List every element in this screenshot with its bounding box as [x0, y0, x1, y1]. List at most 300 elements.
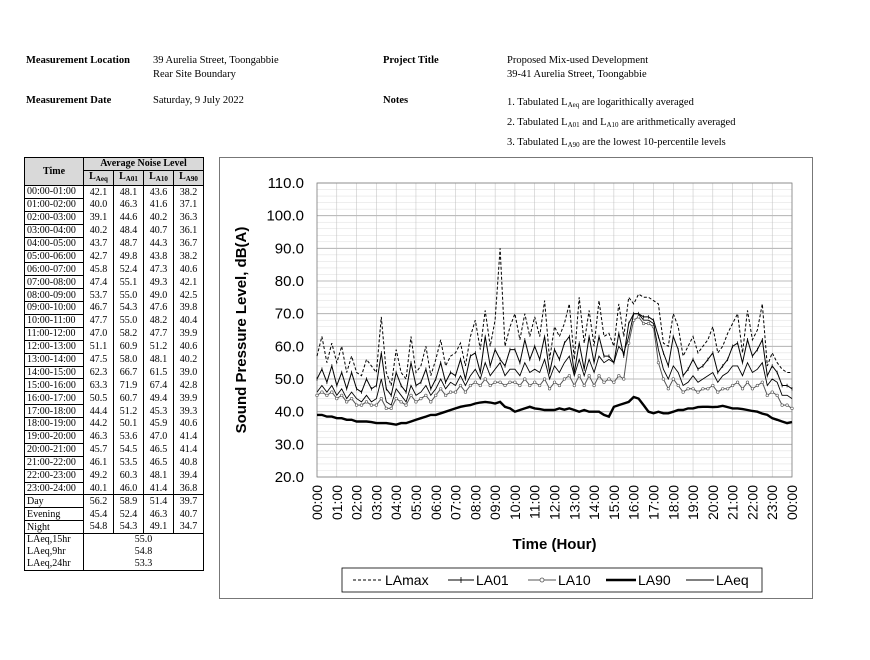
table-cell: 42.5: [174, 289, 204, 302]
hour-time: 04:00-05:00: [25, 237, 84, 250]
table-cell: 42.1: [84, 186, 114, 199]
note-2-post: are arithmetically averaged: [618, 117, 736, 128]
table-cell: 51.2: [144, 340, 174, 353]
x-tick-label: 00:00: [309, 485, 325, 521]
series-point-la10: [771, 391, 774, 394]
table-cell: 54.3: [114, 521, 144, 534]
date-label: Measurement Date: [26, 95, 112, 106]
y-tick-label: 60.0: [274, 338, 304, 356]
table-cell: 46.5: [144, 443, 174, 456]
col-header-aeq: [84, 170, 114, 185]
total-value: 53.3: [84, 558, 204, 570]
total-label: LAeq,15hr: [25, 534, 84, 546]
chart-panel: [219, 157, 813, 599]
series-point-la10: [405, 404, 408, 407]
table-cell: 40.6: [174, 418, 204, 431]
table-cell: 43.6: [144, 186, 174, 199]
table-cell: 50.5: [84, 392, 114, 405]
table-cell: 45.8: [84, 263, 114, 276]
series-point-la10: [439, 388, 442, 391]
x-tick-label: 20:00: [704, 485, 721, 521]
series-point-la10: [687, 388, 690, 391]
table-cell: 45.3: [144, 405, 174, 418]
hour-time: 08:00-09:00: [25, 289, 84, 302]
legend-label-laeq: LAeq: [716, 572, 749, 588]
hour-time: 21:00-22:00: [25, 456, 84, 469]
table-cell: 42.8: [174, 379, 204, 392]
table-cell: 38.2: [174, 250, 204, 263]
series-point-la10: [702, 388, 705, 391]
legend-label-la01: LA01: [476, 572, 509, 588]
table-cell: 40.8: [174, 456, 204, 469]
legend-label-lamax: LAmax: [385, 572, 429, 588]
period-time: Evening: [25, 508, 84, 521]
table-row: [25, 315, 204, 328]
table-cell: 39.9: [174, 327, 204, 340]
series-point-la10: [627, 342, 630, 345]
series-point-la10: [365, 401, 368, 404]
table-cell: 41.4: [144, 482, 174, 495]
location-line2: Rear Site Boundary: [153, 69, 236, 80]
series-point-la10: [479, 384, 482, 387]
x-tick-label: 04:00: [388, 485, 405, 521]
series-point-la10: [726, 388, 729, 391]
x-tick-label: 18:00: [665, 485, 682, 521]
note-3-post: are the lowest 10-percentile levels: [579, 137, 726, 148]
table-cell: 39.1: [84, 211, 114, 224]
col-header-main: L: [179, 170, 186, 182]
table-cell: 46.3: [144, 508, 174, 521]
legend-marker: [540, 578, 544, 582]
x-tick-label: 15:00: [605, 485, 622, 521]
note-1-post: are logarithically averaged: [579, 97, 694, 108]
table-row: [25, 443, 204, 456]
table-cell: 38.2: [174, 186, 204, 199]
note-2-pre: 2. Tabulated L: [507, 117, 568, 128]
table-cell: 54.3: [114, 302, 144, 315]
series-point-la10: [444, 394, 447, 397]
series-point-la10: [331, 391, 334, 394]
table-cell: 46.1: [84, 456, 114, 469]
table-cell: 39.8: [174, 302, 204, 315]
series-point-la10: [553, 381, 556, 384]
series-point-la10: [370, 404, 373, 407]
table-row: [25, 250, 204, 263]
series-point-la10: [474, 381, 477, 384]
table-row: [25, 456, 204, 469]
table-cell: 46.3: [114, 198, 144, 211]
table-cell: 55.0: [114, 289, 144, 302]
table-cell: 37.1: [174, 198, 204, 211]
table-cell: 42.7: [84, 250, 114, 263]
table-cell: 42.1: [174, 276, 204, 289]
table-cell: 58.9: [114, 495, 144, 508]
series-point-la10: [514, 381, 517, 384]
note-3-sub: A90: [567, 141, 580, 149]
table-cell: 46.5: [144, 456, 174, 469]
series-point-la10: [603, 381, 606, 384]
noise-chart: [220, 158, 812, 598]
table-cell: 49.0: [144, 289, 174, 302]
table-cell: 63.3: [84, 379, 114, 392]
x-tick-label: 03:00: [368, 485, 385, 521]
series-point-la10: [751, 388, 754, 391]
y-tick-label: 70.0: [274, 305, 304, 323]
location-line1: 39 Aurelia Street, Toongabbie: [153, 55, 279, 66]
note-3-pre: 3. Tabulated L: [507, 137, 568, 148]
total-value: 54.8: [84, 546, 204, 558]
table-cell: 48.1: [144, 353, 174, 366]
col-header-a01: [114, 170, 144, 185]
table-cell: 55.0: [114, 315, 144, 328]
series-point-la10: [375, 404, 378, 407]
table-cell: 58.2: [114, 327, 144, 340]
series-point-la10: [776, 394, 779, 397]
table-cell: 60.3: [114, 469, 144, 482]
table-cell: 52.4: [114, 508, 144, 521]
table-cell: 48.1: [144, 469, 174, 482]
table-cell: 49.1: [144, 521, 174, 534]
table-cell: 48.2: [144, 315, 174, 328]
series-point-la10: [642, 322, 645, 325]
series-point-la10: [380, 397, 383, 400]
table-cell: 54.5: [114, 443, 144, 456]
average-noise-level-header: Average Noise Level: [84, 158, 204, 171]
note-2-sub2: A10: [606, 121, 619, 129]
series-point-la10: [731, 384, 734, 387]
table-cell: 48.7: [114, 237, 144, 250]
table-cell: 40.2: [84, 224, 114, 237]
y-tick-label: 50.0: [274, 371, 304, 388]
col-header-a10: [144, 170, 174, 185]
table-cell: 60.9: [114, 340, 144, 353]
note-3: [507, 134, 735, 154]
table-cell: 62.3: [84, 366, 114, 379]
series-point-la10: [563, 378, 566, 381]
series-point-la10: [415, 401, 418, 404]
table-cell: 50.1: [114, 418, 144, 431]
table-cell: 34.7: [174, 521, 204, 534]
table-cell: 51.2: [114, 405, 144, 418]
series-point-la10: [766, 394, 769, 397]
x-tick-label: 07:00: [447, 485, 464, 521]
noise-level-table: [24, 157, 204, 571]
series-point-la10: [543, 378, 546, 381]
y-tick-label: 80.0: [274, 273, 304, 290]
hour-time: 15:00-16:00: [25, 379, 84, 392]
series-point-la10: [459, 384, 462, 387]
table-cell: 53.6: [114, 431, 144, 444]
table-cell: 55.1: [114, 276, 144, 289]
table-cell: 40.2: [144, 211, 174, 224]
series-point-la10: [509, 381, 512, 384]
table-row: [25, 392, 204, 405]
table-cell: 66.7: [114, 366, 144, 379]
hour-time: 05:00-06:00: [25, 250, 84, 263]
table-row: [25, 302, 204, 315]
series-point-la10: [449, 391, 452, 394]
series-point-la10: [360, 404, 363, 407]
note-1-sub: Aeq: [567, 101, 580, 109]
table-cell: 48.4: [114, 224, 144, 237]
hour-time: 17:00-18:00: [25, 405, 84, 418]
hour-time: 11:00-12:00: [25, 327, 84, 340]
table-cell: 47.4: [84, 276, 114, 289]
series-point-la10: [410, 394, 413, 397]
series-point-la10: [335, 397, 338, 400]
series-point-la10: [756, 384, 759, 387]
period-time: Day: [25, 495, 84, 508]
col-header-sub: Aeq: [95, 174, 108, 183]
series-point-la10: [712, 384, 715, 387]
series-point-la10: [613, 381, 616, 384]
series-point-la10: [499, 381, 502, 384]
table-cell: 46.3: [84, 431, 114, 444]
hour-time: 03:00-04:00: [25, 224, 84, 237]
hour-time: 16:00-17:00: [25, 392, 84, 405]
series-point-la10: [721, 388, 724, 391]
x-tick-label: 17:00: [645, 485, 662, 521]
table-cell: 36.1: [174, 224, 204, 237]
series-point-la10: [667, 388, 670, 391]
series-point-la10: [430, 401, 433, 404]
table-row: [25, 237, 204, 250]
series-point-la10: [533, 381, 536, 384]
series-point-la10: [425, 394, 428, 397]
note-1: [507, 94, 735, 114]
series-point-la10: [340, 394, 343, 397]
series-point-la10: [598, 374, 601, 377]
hour-time: 09:00-10:00: [25, 302, 84, 315]
x-tick-label: 09:00: [487, 485, 504, 521]
table-cell: 49.8: [114, 250, 144, 263]
table-cell: 56.2: [84, 495, 114, 508]
hour-time: 12:00-13:00: [25, 340, 84, 353]
location-label: Measurement Location: [26, 55, 130, 66]
series-point-la10: [741, 388, 744, 391]
table-cell: 47.7: [144, 327, 174, 340]
series-point-la10: [395, 397, 398, 400]
project-label: Project Title: [383, 55, 439, 66]
series-point-la10: [716, 391, 719, 394]
table-cell: 53.7: [84, 289, 114, 302]
table-cell: 49.3: [144, 276, 174, 289]
table-cell: 51.4: [144, 495, 174, 508]
series-point-la10: [385, 407, 388, 410]
table-cell: 40.4: [174, 315, 204, 328]
hour-time: 22:00-23:00: [25, 469, 84, 482]
table-row: [25, 482, 204, 495]
table-row: [25, 198, 204, 211]
x-tick-label: 00:00: [784, 485, 800, 521]
x-tick-label: 10:00: [506, 485, 523, 521]
table-row: [25, 431, 204, 444]
y-tick-label: 40.0: [274, 403, 304, 421]
series-point-la10: [697, 391, 700, 394]
series-point-la10: [707, 388, 710, 391]
project-line2: 39-41 Aurelia Street, Toongabbie: [507, 69, 647, 80]
series-point-la10: [464, 391, 467, 394]
series-point-la10: [316, 394, 319, 397]
col-header-main: L: [149, 170, 156, 182]
hour-time: 01:00-02:00: [25, 198, 84, 211]
table-cell: 46.7: [84, 302, 114, 315]
table-row: [25, 418, 204, 431]
table-cell: 46.0: [114, 482, 144, 495]
table-cell: 47.0: [144, 431, 174, 444]
col-header-sub: A90: [185, 174, 198, 183]
series-point-la10: [420, 397, 423, 400]
x-axis-label: Time (Hour): [512, 536, 597, 553]
series-point-la10: [692, 388, 695, 391]
series-point-la10: [519, 384, 522, 387]
note-2-sub1: A01: [567, 121, 580, 129]
x-tick-label: 22:00: [744, 485, 761, 521]
table-cell: 49.2: [84, 469, 114, 482]
table-cell: 44.4: [84, 405, 114, 418]
series-point-la10: [454, 391, 457, 394]
table-row: [25, 289, 204, 302]
table-cell: 47.6: [144, 302, 174, 315]
legend-label-la90: LA90: [638, 572, 671, 588]
hour-time: 14:00-15:00: [25, 366, 84, 379]
col-header-main: L: [119, 170, 126, 182]
hour-time: 13:00-14:00: [25, 353, 84, 366]
table-cell: 60.7: [114, 392, 144, 405]
x-tick-label: 21:00: [724, 485, 741, 521]
table-cell: 39.7: [174, 495, 204, 508]
x-tick-label: 16:00: [625, 485, 642, 521]
period-time: Night: [25, 521, 84, 534]
series-point-la10: [326, 394, 329, 397]
x-tick-label: 11:00: [526, 485, 543, 519]
series-point-la10: [390, 407, 393, 410]
table-cell: 71.9: [114, 379, 144, 392]
table-cell: 41.4: [174, 443, 204, 456]
y-axis-label: Sound Pressure Level, dB(A): [233, 226, 250, 434]
series-point-la10: [504, 384, 507, 387]
table-cell: 44.2: [84, 418, 114, 431]
col-header-sub: A10: [155, 174, 168, 183]
hour-time: 02:00-03:00: [25, 211, 84, 224]
y-tick-label: 20.0: [274, 469, 304, 486]
y-tick-label: 110.0: [267, 175, 304, 192]
table-cell: 40.2: [174, 353, 204, 366]
table-row: [25, 276, 204, 289]
table-row: [25, 521, 204, 534]
table-cell: 47.0: [84, 327, 114, 340]
table-cell: 61.5: [144, 366, 174, 379]
table-cell: 41.6: [144, 198, 174, 211]
series-point-la10: [588, 374, 591, 377]
table-cell: 36.3: [174, 211, 204, 224]
hour-time: 19:00-20:00: [25, 431, 84, 444]
series-point-la10: [528, 384, 531, 387]
series-point-la10: [672, 378, 675, 381]
total-label: LAeq,9hr: [25, 546, 84, 558]
series-point-la10: [781, 404, 784, 407]
series-point-la10: [484, 378, 487, 381]
table-cell: 52.4: [114, 263, 144, 276]
series-point-la10: [355, 404, 358, 407]
x-tick-label: 14:00: [586, 485, 603, 521]
series-point-la10: [637, 316, 640, 319]
table-row: [25, 211, 204, 224]
hour-time: 23:00-24:00: [25, 482, 84, 495]
table-row: [25, 224, 204, 237]
hour-time: 00:00-01:00: [25, 186, 84, 199]
series-point-la10: [321, 391, 324, 394]
total-row: [25, 558, 204, 570]
series-point-la10: [568, 374, 571, 377]
legend-label-la10: LA10: [558, 572, 591, 588]
series-point-la10: [400, 401, 403, 404]
table-cell: 39.9: [174, 392, 204, 405]
table-cell: 40.0: [84, 198, 114, 211]
y-tick-label: 100.0: [266, 207, 304, 225]
table-cell: 41.4: [174, 431, 204, 444]
table-row: [25, 495, 204, 508]
series-point-la10: [524, 378, 527, 381]
table-cell: 44.3: [144, 237, 174, 250]
table-cell: 39.3: [174, 405, 204, 418]
series-point-la10: [618, 374, 621, 377]
col-header-sub: A01: [125, 174, 138, 183]
series-point-la10: [538, 384, 541, 387]
series-point-la10: [573, 384, 576, 387]
total-row: [25, 534, 204, 546]
series-point-la10: [786, 404, 789, 407]
table-cell: 44.6: [114, 211, 144, 224]
notes-list: [507, 94, 735, 154]
x-tick-label: 12:00: [546, 485, 563, 521]
total-label: LAeq,24hr: [25, 558, 84, 570]
series-point-la10: [662, 378, 665, 381]
table-cell: 58.0: [114, 353, 144, 366]
y-tick-label: 90.0: [274, 240, 304, 258]
table-cell: 40.7: [144, 224, 174, 237]
hour-time: 10:00-11:00: [25, 315, 84, 328]
col-header-main: L: [89, 170, 96, 182]
series-point-la10: [647, 322, 650, 325]
series-point-la10: [434, 394, 437, 397]
hour-time: 18:00-19:00: [25, 418, 84, 431]
table-row: [25, 405, 204, 418]
table-cell: 36.8: [174, 482, 204, 495]
table-row: [25, 366, 204, 379]
hour-time: 07:00-08:00: [25, 276, 84, 289]
series-point-la10: [657, 361, 660, 364]
x-tick-label: 13:00: [566, 485, 583, 521]
table-cell: 51.1: [84, 340, 114, 353]
table-cell: 67.4: [144, 379, 174, 392]
x-tick-label: 02:00: [348, 485, 365, 521]
series-point-la10: [345, 401, 348, 404]
hour-time: 06:00-07:00: [25, 263, 84, 276]
time-header: Time: [25, 158, 84, 186]
table-cell: 47.7: [84, 315, 114, 328]
table-cell: 43.8: [144, 250, 174, 263]
table-cell: 54.8: [84, 521, 114, 534]
series-point-la10: [469, 384, 472, 387]
table-row: [25, 186, 204, 199]
series-point-la10: [583, 384, 586, 387]
table-row: [25, 340, 204, 353]
table-cell: 39.4: [174, 469, 204, 482]
table-cell: 40.1: [84, 482, 114, 495]
series-point-la10: [548, 388, 551, 391]
series-point-la10: [677, 384, 680, 387]
